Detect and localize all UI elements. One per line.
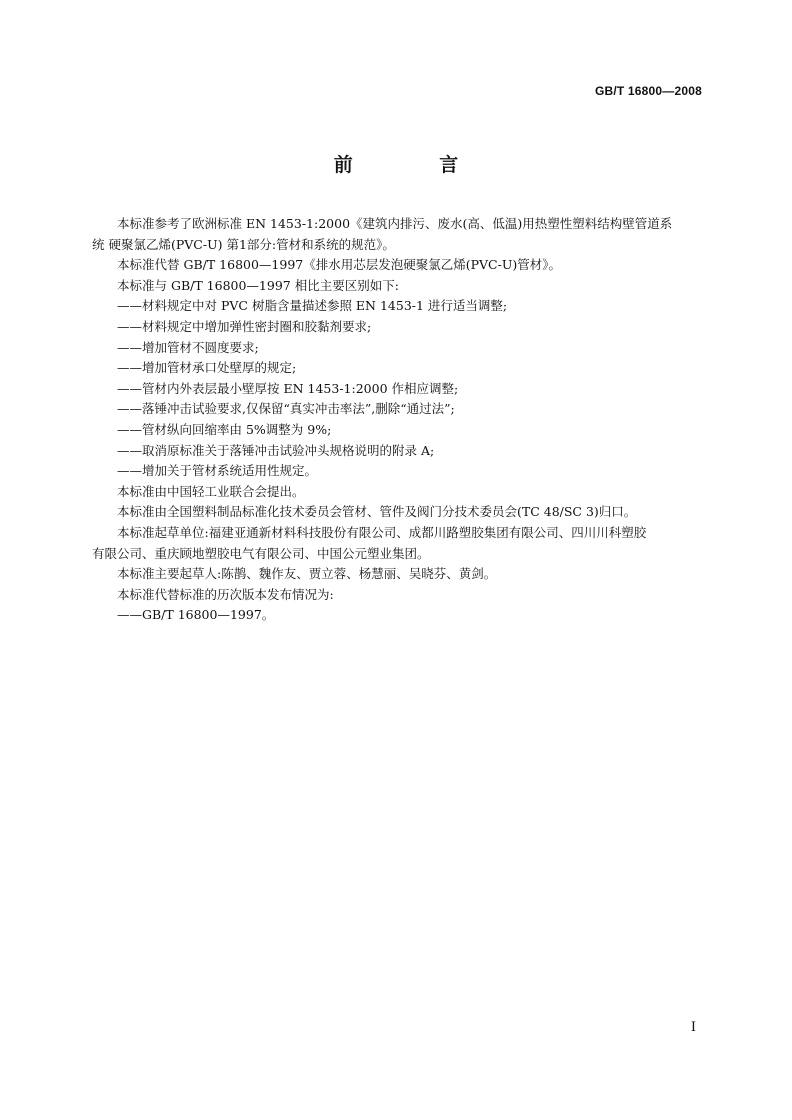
paragraph-reference-standard-cont: 统 硬聚氯乙烯(PVC-U) 第1部分:管材和系统的规范》。 xyxy=(92,236,395,252)
list-item: ——增加管材承口处壁厚的规定; xyxy=(117,360,297,376)
paragraph-centralized-by: 本标准由全国塑料制品标准化技术委员会管材、管件及阀门分技术委员会(TC 48/SC 3)归口。 xyxy=(117,504,637,520)
list-item: ——管材纵向回缩率由 5%调整为 9%; xyxy=(117,421,332,437)
page-number: I xyxy=(690,1020,696,1035)
list-item: ——GB/T 16800—1997。 xyxy=(117,607,275,623)
paragraph-drafting-units-cont: 有限公司、重庆顾地塑胶电气有限公司、中国公元塑业集团。 xyxy=(92,545,430,561)
paragraph-replaces: 本标准代替 GB/T 16800—1997《排水用芯层发泡硬聚氯乙烯(PVC-U)管材》。 xyxy=(117,257,562,273)
paragraph-history-intro: 本标准代替标准的历次版本发布情况为: xyxy=(117,586,334,602)
list-item: ——增加关于管材系统适用性规定。 xyxy=(117,463,318,479)
paragraph-reference-standard: 本标准参考了欧洲标准 EN 1453-1:2000《建筑内排污、废水(高、低温)用热塑性塑料结构壁管道系 xyxy=(117,216,673,231)
list-item: ——材料规定中增加弹性密封圈和胶黏剂要求; xyxy=(117,318,372,334)
paragraph-differences-intro: 本标准与 GB/T 16800—1997 相比主要区别如下: xyxy=(117,277,399,293)
paragraph-drafting-units: 本标准起草单位:福建亚通新材料科技股份有限公司、成都川路塑胶集团有限公司、四川川科塑胶 xyxy=(117,524,647,540)
foreword-body xyxy=(92,214,704,626)
list-item: ——材料规定中对 PVC 树脂含量描述参照 EN 1453-1 进行适当调整; xyxy=(117,298,508,314)
list-item: ——落锤冲击试验要求,仅保留“真实冲击率法”,删除“通过法”; xyxy=(117,401,455,417)
paragraph-proposed-by: 本标准由中国轻工业联合会提出。 xyxy=(117,483,305,499)
paragraph-drafters: 本标准主要起草人:陈鹊、魏作友、贾立蓉、杨慧丽、吴晓芬、黄剑。 xyxy=(117,566,497,582)
page-title: 前 言 xyxy=(333,154,499,176)
list-item: ——管材内外表层最小壁厚按 EN 1453-1:2000 作相应调整; xyxy=(117,380,459,396)
list-item: ——取消原标准关于落锤冲击试验冲头规格说明的附录 A; xyxy=(117,442,435,458)
list-item: ——增加管材不圆度要求; xyxy=(117,339,259,355)
standard-code: GB/T 16800—2008 xyxy=(594,84,702,98)
